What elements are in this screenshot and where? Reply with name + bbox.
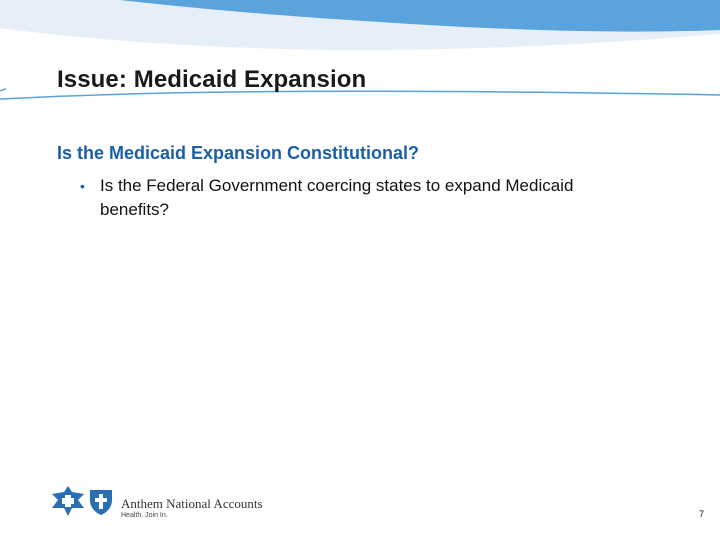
bullet-item: Is the Federal Government coercing states to expand Medicaid benefits? — [100, 176, 574, 219]
anthem-logo — [50, 486, 122, 516]
brand-block — [121, 497, 263, 520]
brand-name: Anthem National Accounts — [121, 496, 263, 511]
blue-cross-icon — [52, 486, 84, 516]
bullet-list — [80, 174, 600, 222]
brand-tagline: Health. Join In. — [121, 512, 168, 519]
bullet-marker: • — [80, 178, 85, 194]
blue-shield-icon — [90, 490, 112, 515]
page-number: 7 — [698, 509, 704, 519]
slide-subtitle: Is the Medicaid Expansion Constitutional? — [57, 143, 420, 163]
slide-title: Issue: Medicaid Expansion — [57, 66, 367, 93]
